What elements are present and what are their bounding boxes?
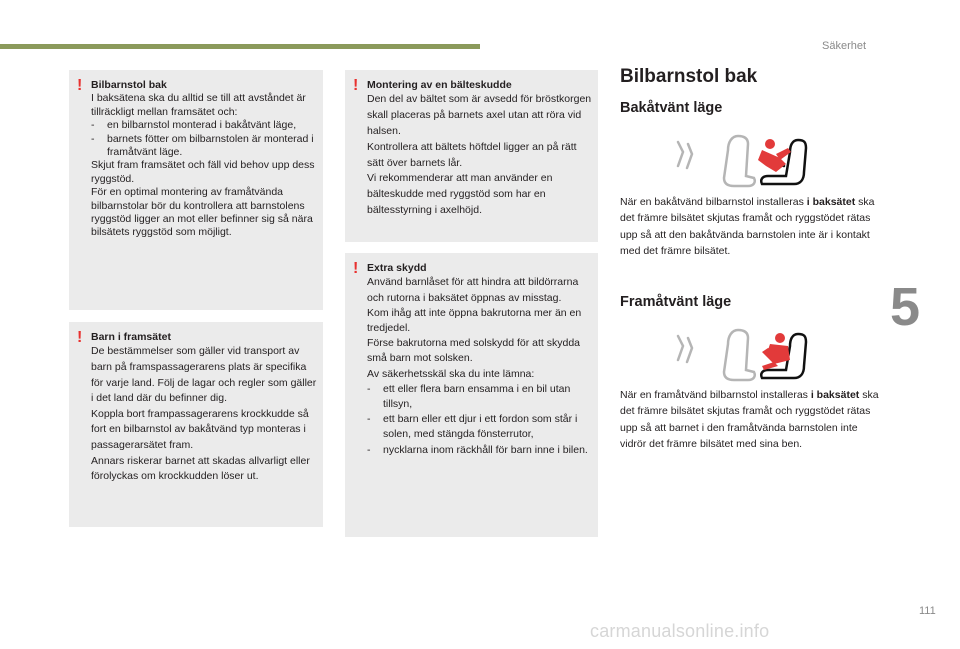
list-item: - ett eller flera barn ensamma i en bil utan tillsyn,	[367, 382, 594, 412]
warning-icon: !	[77, 77, 83, 94]
box-list	[367, 382, 594, 458]
text-run: ska det främre bilsätet skjutas framåt och ryggstödet rätas upp så att den bakåtvända barnstolen inte är i kontakt med det främre bilsätet.	[620, 196, 875, 258]
box-text: De bestämmelser som gäller vid transport av barn på framspassagerarens plats är specifika för varje land. Följ de lagar och regler som gäller i det land där du befinner dig.	[91, 345, 317, 405]
box-text: Av säkerhetsskäl ska du inte lämna:	[367, 367, 535, 380]
child-seat-shape	[758, 139, 791, 172]
box-title: Montering av en bälteskudde	[367, 79, 512, 91]
box-text: För en optimal montering av framåtvända bilbarnstolar bör du kontrollera att barnstolens ryggstöd ligger an mot eller befinner sig så nära bilsätets ryggstöd som möjligt.	[91, 186, 313, 239]
warning-box-booster-cushion	[345, 70, 598, 242]
box-text: Använd barnlåset för att hindra att bildörrarna och rutorna i baksätet öppnas av misstag.	[367, 276, 579, 304]
forward-facing-seat-illustration	[666, 326, 816, 382]
list-item: - en bilbarnstol monterad i bakåtvänt läge,	[91, 119, 319, 132]
text-run: När en bakåtvänd bilbarnstol installeras	[620, 196, 807, 208]
box-title: Bilbarnstol bak	[91, 79, 167, 91]
front-seat-shape	[678, 330, 755, 380]
forward-facing-text	[620, 387, 882, 453]
text-bold: i baksätet	[810, 389, 860, 401]
warning-icon: !	[353, 260, 359, 277]
box-title: Extra skydd	[367, 262, 427, 274]
list-item: - nycklarna inom räckhåll för barn inne i bilen.	[367, 443, 594, 458]
box-text: Förse bakrutorna med solskydd för att skydda små barn mot solsken.	[367, 337, 581, 365]
header-accent-bar	[0, 44, 480, 49]
forward-facing-heading: Framåtvänt läge	[620, 294, 732, 310]
section-title: Säkerhet	[822, 40, 867, 52]
warning-box-front-seat	[69, 322, 323, 527]
page-heading: Bilbarnstol bak	[620, 66, 758, 87]
front-seat-shape	[678, 136, 755, 186]
watermark: carmanualsonline.info	[590, 621, 770, 641]
warning-icon: !	[353, 77, 359, 94]
box-text: Annars riskerar barnet att skadas allvarligt eller förolyckas om krockkudden löser ut.	[91, 454, 310, 483]
list-item: - barnets fötter om bilbarnstolen är monterad i framåtvänt läge.	[91, 133, 319, 160]
box-text: Kom ihåg att inte öppna bakrutorna mer än en tredjedel.	[367, 306, 582, 335]
chapter-number: 5	[890, 277, 921, 337]
box-text: Kontrollera att bältets höftdel ligger an på rätt sätt över barnets lår.	[367, 140, 577, 169]
warning-box-extra-protection	[345, 253, 598, 537]
warning-icon: !	[77, 329, 83, 346]
text-bold: i baksätet	[806, 196, 856, 208]
rear-facing-heading: Bakåtvänt läge	[620, 100, 723, 116]
rear-facing-text	[620, 194, 882, 260]
warning-box-rear-child-seat	[69, 70, 323, 310]
box-text: Skjut fram framsätet och fäll vid behov upp dess ryggstöd.	[91, 159, 315, 185]
box-title: Barn i framsätet	[91, 331, 171, 343]
box-text: Den del av bältet som är avsedd för bröstkorgen skall placeras på barnets axel utan att röra vid halsen.	[367, 93, 592, 137]
box-text: Koppla bort frampassagerarens krockkudde så fort en bilbarnstol av bakåtvänd typ monteras i passagerarsätet fram.	[91, 407, 309, 451]
box-text: Vi rekommenderar att man använder en bälteskudde med ryggstöd som har en bältesstyrning i axelhöjd.	[367, 172, 553, 216]
rear-facing-seat-illustration	[666, 132, 816, 188]
box-text: I baksätena ska du alltid se till att avståndet är tillräckligt mellan framsätet och:	[91, 92, 306, 118]
box-list	[91, 119, 319, 159]
text-run: ska det främre bilsätet skjutas framåt och ryggstödet rätas upp så att barnet i den framåtvända barnstolen inte vidrör det främre bilsätet med sina ben.	[620, 389, 879, 451]
text-run: När en framåtvänd bilbarnstol installeras	[620, 389, 811, 401]
list-item: - ett barn eller ett djur i ett fordon som står i solen, med stängda fönsterrutor,	[367, 412, 594, 442]
page-number: 111	[919, 605, 936, 617]
